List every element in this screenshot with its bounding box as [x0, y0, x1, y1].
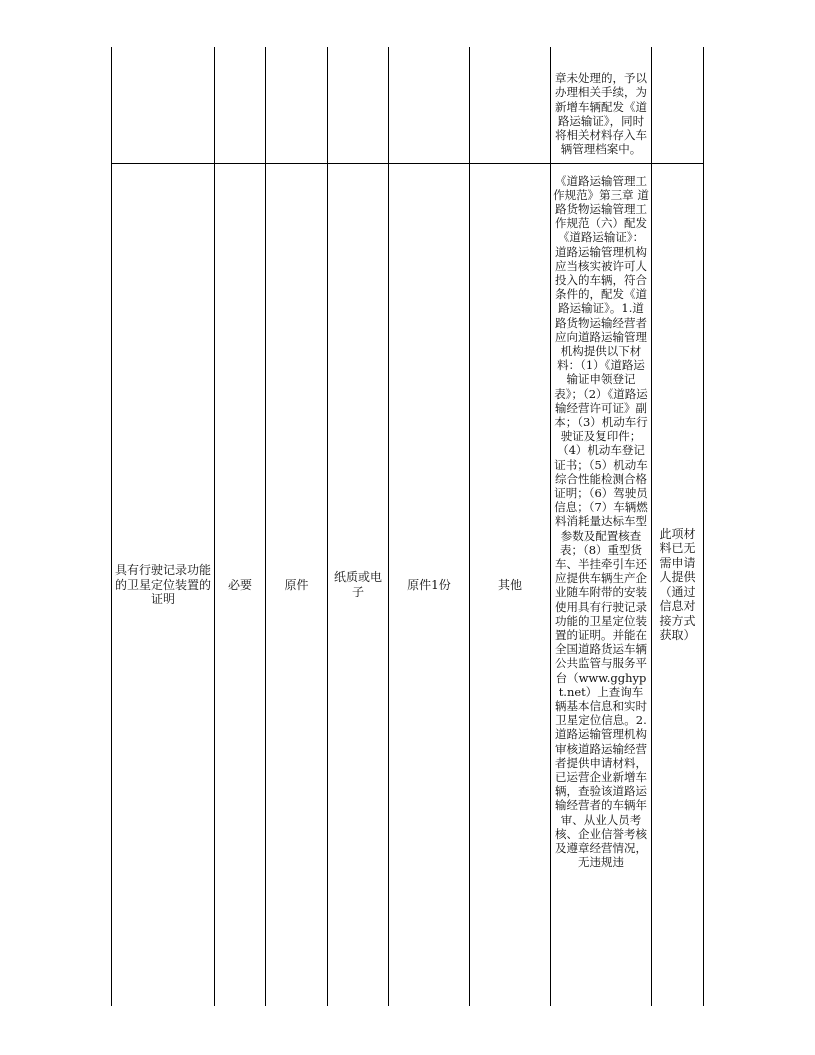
- form-cell: [266, 47, 328, 163]
- table-row: [112, 47, 704, 163]
- material-name-cell: [112, 47, 215, 163]
- copies-cell: [389, 47, 470, 163]
- basis-cell: 《道路运输管理工作规范》第三章 道路货物运输管理工作规范（六）配发《道路运输证》：道路运输管理机构应当核实被许可人投入的车辆，符合条件的，配发《道路运输证》。1.道路货物运输经营者应向道路运输管理机构提供以下材料：（1）《道路运输证申领登记表》；（2）《道路运输经营许可证》副本；（3）机动车行驶证及复印件；（4）机动车登记证书；（5）机动车综合性能检测合格证明；（6）驾驶员信息；（7）车辆燃料消耗量达标车型参数及配置核查表；（8）重型货车、半挂牵引车还应提供车辆生产企业随车附带的安装使用具有行驶记录功能的卫星定位装置的证明。并能在全国道路货运车辆公共监管与服务平台（www.gghypt.net）上查询车辆基本信息和实时卫星定位信息。2.道路运输管理机构审核道路运输经营者提供申请材料，已运营企业新增车辆，查验该道路运输经营者的车辆年审、从业人员考核、企业信誉考核及遵章经营情况，无违规违: [551, 163, 652, 1006]
- source-cell: 其他: [470, 163, 551, 1006]
- copies-cell: 原件1份: [389, 163, 470, 1006]
- medium-cell: 纸质或电子: [328, 163, 389, 1006]
- note-cell: 此项材料已无需申请人提供（通过信息对接方式获取）: [652, 163, 704, 1006]
- material-name-cell: 具有行驶记录功能的卫星定位装置的证明: [112, 163, 215, 1006]
- table-row: [112, 163, 704, 1006]
- source-cell: [470, 47, 551, 163]
- materials-table: [111, 47, 704, 1006]
- note-cell: [652, 47, 704, 163]
- required-cell: 必要: [215, 163, 266, 1006]
- basis-cell: 章未处理的，予以办理相关手续，为新增车辆配发《道路运输证》，同时将相关材料存入车辆管理档案中。: [551, 47, 652, 163]
- form-cell: 原件: [266, 163, 328, 1006]
- required-cell: [215, 47, 266, 163]
- medium-cell: [328, 47, 389, 163]
